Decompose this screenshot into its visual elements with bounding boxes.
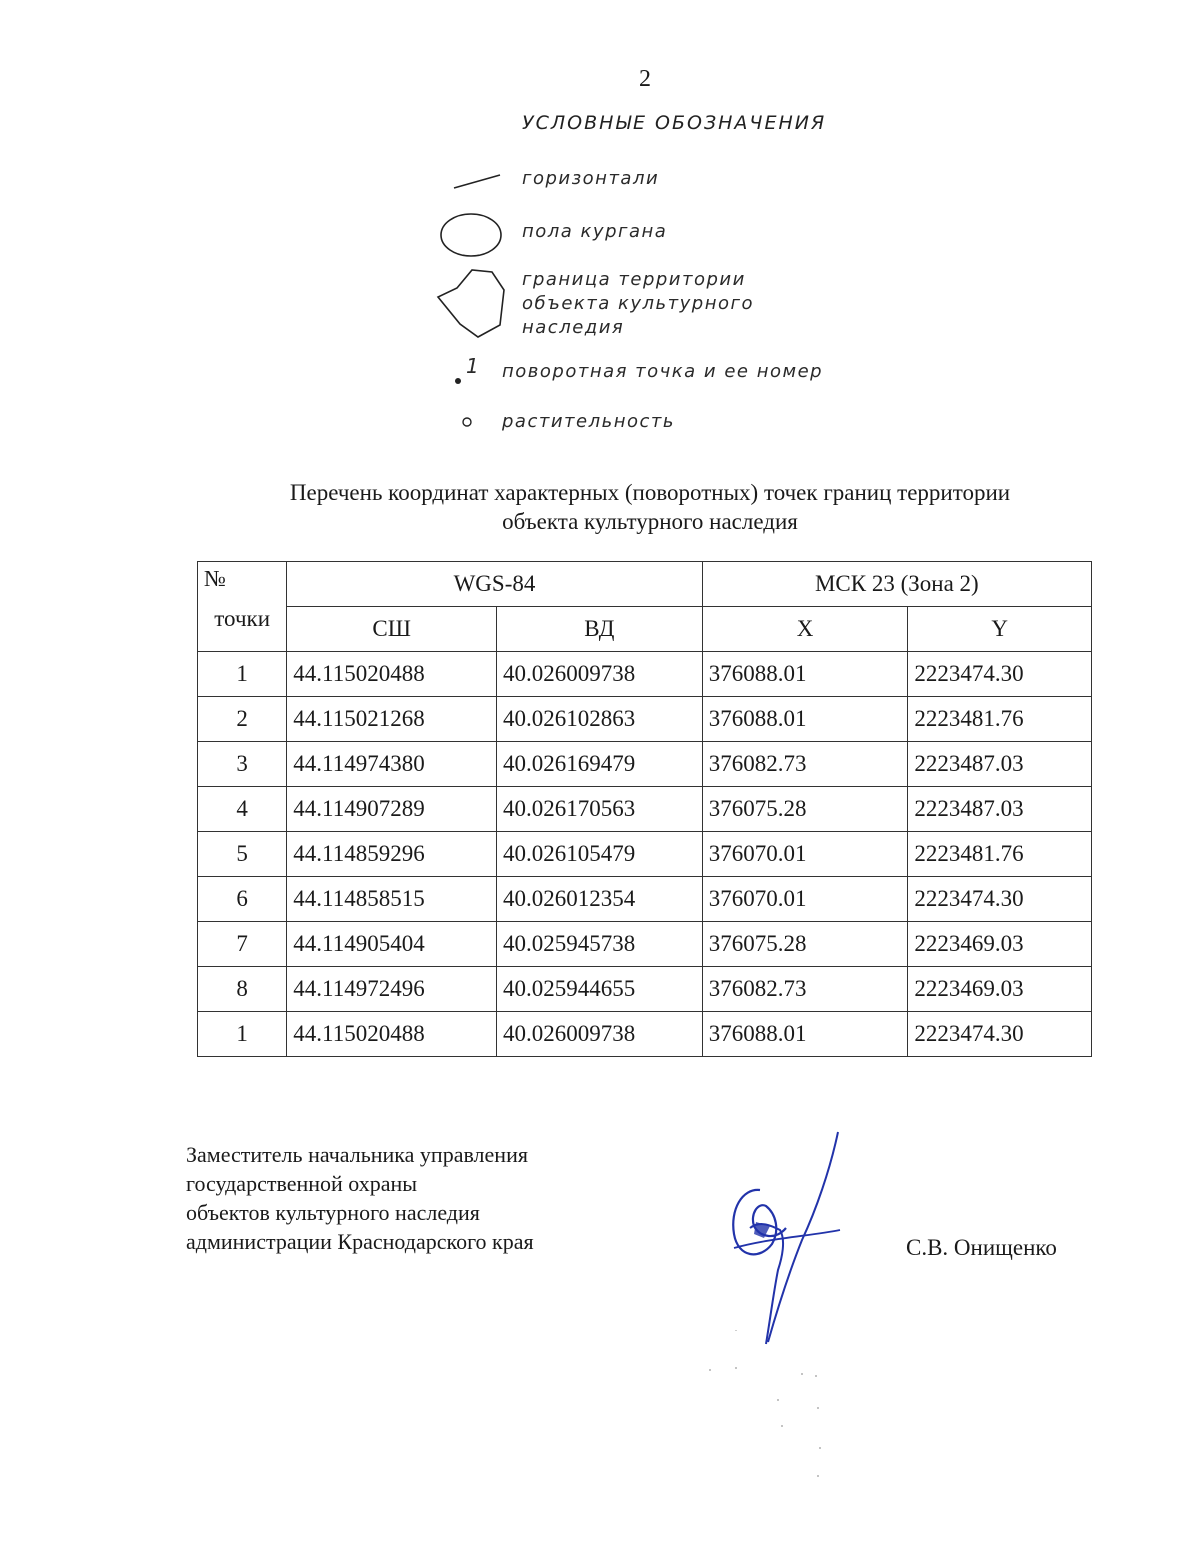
latitude-cell: 44.114858515 bbox=[287, 877, 497, 922]
y-cell: 2223481.76 bbox=[908, 697, 1092, 742]
vegetation-circle-icon bbox=[463, 418, 471, 426]
point-number-cell: 4 bbox=[198, 787, 287, 832]
table-row bbox=[198, 697, 1092, 742]
longitude-header: ВД bbox=[497, 607, 703, 652]
contour-line-icon bbox=[454, 175, 500, 188]
table-header-row bbox=[198, 562, 1092, 607]
table-row bbox=[198, 1012, 1092, 1057]
longitude-cell: 40.026012354 bbox=[497, 877, 703, 922]
x-cell: 376075.28 bbox=[702, 787, 908, 832]
legend-label-contours: горизонтали bbox=[522, 168, 660, 189]
mound-ellipse-icon bbox=[441, 214, 501, 256]
x-cell: 376088.01 bbox=[702, 652, 908, 697]
latitude-cell: 44.114859296 bbox=[287, 832, 497, 877]
table-row bbox=[198, 742, 1092, 787]
legend-title: УСЛОВНЫЕ ОБОЗНАЧЕНИЯ bbox=[522, 112, 827, 134]
y-cell: 2223474.30 bbox=[908, 652, 1092, 697]
table-row bbox=[198, 652, 1092, 697]
latitude-cell: 44.115021268 bbox=[287, 697, 497, 742]
legend-point-number: 1 bbox=[466, 354, 481, 378]
point-number-cell: 1 bbox=[198, 1012, 287, 1057]
longitude-cell: 40.025944655 bbox=[497, 967, 703, 1012]
point-number-cell: 6 bbox=[198, 877, 287, 922]
table-row bbox=[198, 922, 1092, 967]
point-number-header: № точки bbox=[198, 562, 287, 652]
table-row bbox=[198, 832, 1092, 877]
latitude-cell: 44.115020488 bbox=[287, 1012, 497, 1057]
latitude-cell: 44.114907289 bbox=[287, 787, 497, 832]
longitude-cell: 40.025945738 bbox=[497, 922, 703, 967]
legend-label-mound: пола кургана bbox=[522, 221, 668, 242]
y-cell: 2223474.30 bbox=[908, 877, 1092, 922]
handwritten-signature bbox=[720, 1130, 860, 1360]
signatory-title: Заместитель начальника управления государственной охраны объектов культурного наследия администрации Краснодарского края bbox=[186, 1142, 534, 1254]
table-row bbox=[198, 787, 1092, 832]
latitude-cell: 44.114905404 bbox=[287, 922, 497, 967]
legend-label-territory: граница территории объекта культурного наследия bbox=[522, 269, 754, 338]
point-number-cell: 2 bbox=[198, 697, 287, 742]
longitude-cell: 40.026105479 bbox=[497, 832, 703, 877]
scan-specks bbox=[690, 1330, 870, 1490]
territory-hexagon-icon bbox=[438, 270, 504, 337]
y-header: Y bbox=[908, 607, 1092, 652]
x-header: X bbox=[702, 607, 908, 652]
table-row bbox=[198, 877, 1092, 922]
y-cell: 2223469.03 bbox=[908, 967, 1092, 1012]
latitude-header: СШ bbox=[287, 607, 497, 652]
y-cell: 2223469.03 bbox=[908, 922, 1092, 967]
wgs84-group-header: WGS-84 bbox=[287, 562, 702, 607]
table-subheader-row bbox=[198, 607, 1092, 652]
latitude-cell: 44.115020488 bbox=[287, 652, 497, 697]
x-cell: 376082.73 bbox=[702, 742, 908, 787]
point-number-cell: 1 bbox=[198, 652, 287, 697]
y-cell: 2223481.76 bbox=[908, 832, 1092, 877]
latitude-cell: 44.114972496 bbox=[287, 967, 497, 1012]
longitude-cell: 40.026009738 bbox=[497, 1012, 703, 1057]
legend-label-turning-point: поворотная точка и ее номер bbox=[502, 361, 824, 382]
turning-point-icon bbox=[455, 378, 461, 384]
point-number-cell: 7 bbox=[198, 922, 287, 967]
point-number-cell: 5 bbox=[198, 832, 287, 877]
coordinates-table bbox=[197, 561, 1092, 1057]
point-number-cell: 3 bbox=[198, 742, 287, 787]
longitude-cell: 40.026009738 bbox=[497, 652, 703, 697]
latitude-cell: 44.114974380 bbox=[287, 742, 497, 787]
legend-label-vegetation: растительность bbox=[502, 411, 675, 432]
page-number: 2 bbox=[639, 66, 651, 92]
x-cell: 376082.73 bbox=[702, 967, 908, 1012]
longitude-cell: 40.026170563 bbox=[497, 787, 703, 832]
y-cell: 2223487.03 bbox=[908, 787, 1092, 832]
y-cell: 2223487.03 bbox=[908, 742, 1092, 787]
longitude-cell: 40.026102863 bbox=[497, 697, 703, 742]
msk23-group-header: МСК 23 (Зона 2) bbox=[702, 562, 1091, 607]
y-cell: 2223474.30 bbox=[908, 1012, 1092, 1057]
coordinates-list-title: Перечень координат характерных (поворотных) точек границ территории объекта культурного наследия bbox=[289, 480, 1011, 534]
x-cell: 376088.01 bbox=[702, 1012, 908, 1057]
signatory-name: С.В. Онищенко bbox=[906, 1235, 1057, 1260]
x-cell: 376070.01 bbox=[702, 877, 908, 922]
x-cell: 376088.01 bbox=[702, 697, 908, 742]
table-row bbox=[198, 967, 1092, 1012]
x-cell: 376075.28 bbox=[702, 922, 908, 967]
point-number-cell: 8 bbox=[198, 967, 287, 1012]
x-cell: 376070.01 bbox=[702, 832, 908, 877]
longitude-cell: 40.026169479 bbox=[497, 742, 703, 787]
